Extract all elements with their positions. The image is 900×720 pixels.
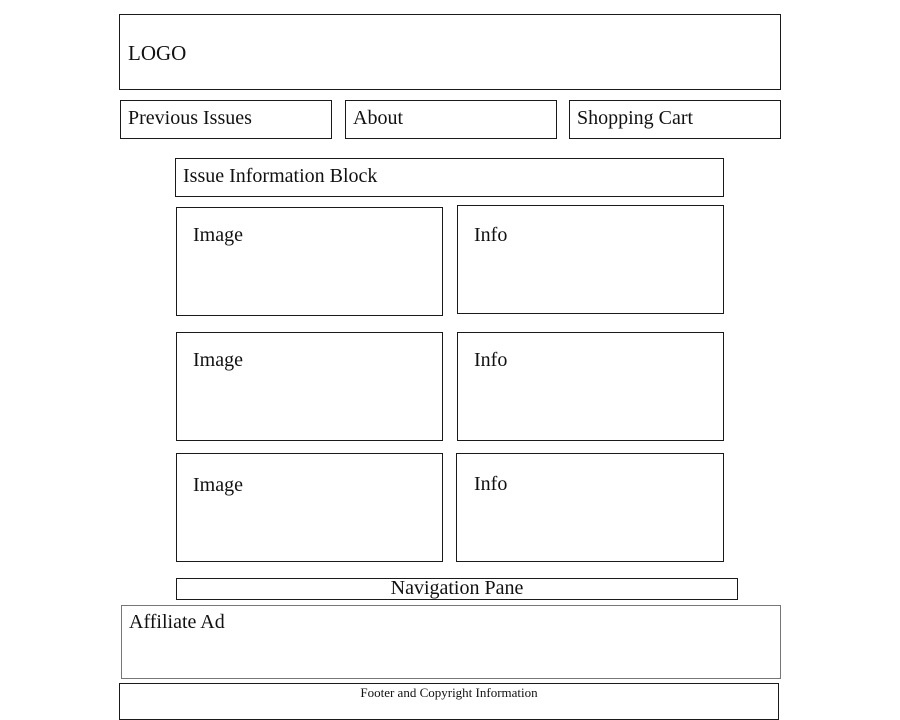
nav-tab-previous-issues[interactable] [120,100,332,139]
issue-info-panel [457,332,724,441]
footer-label: Footer and Copyright Information [360,685,538,700]
issue-image-placeholder[interactable] [176,207,443,316]
image-label: Image [193,224,243,246]
image-label: Image [193,349,243,371]
issue-info-panel [457,205,724,314]
footer-box [119,683,779,720]
navigation-pane[interactable] [176,578,738,600]
nav-tab-label: Shopping Cart [577,107,694,129]
issue-info-panel [456,453,724,562]
logo-header-box[interactable] [119,14,781,90]
issue-image-placeholder[interactable] [176,453,443,562]
nav-tab-shopping-cart[interactable] [569,100,781,139]
logo-label: LOGO [128,41,187,65]
navigation-pane-label: Navigation Pane [390,577,524,599]
nav-tab-label: About [353,107,403,129]
affiliate-ad-label: Affiliate Ad [129,611,225,633]
issue-image-placeholder[interactable] [176,332,443,441]
info-label: Info [474,224,508,246]
image-label: Image [193,474,243,496]
affiliate-ad-box[interactable] [121,605,781,679]
nav-tab-about[interactable] [345,100,557,139]
info-label: Info [474,349,508,371]
issue-information-block [175,158,724,197]
info-label: Info [474,473,508,495]
issue-information-label: Issue Information Block [183,165,378,187]
nav-tab-label: Previous Issues [128,107,252,129]
